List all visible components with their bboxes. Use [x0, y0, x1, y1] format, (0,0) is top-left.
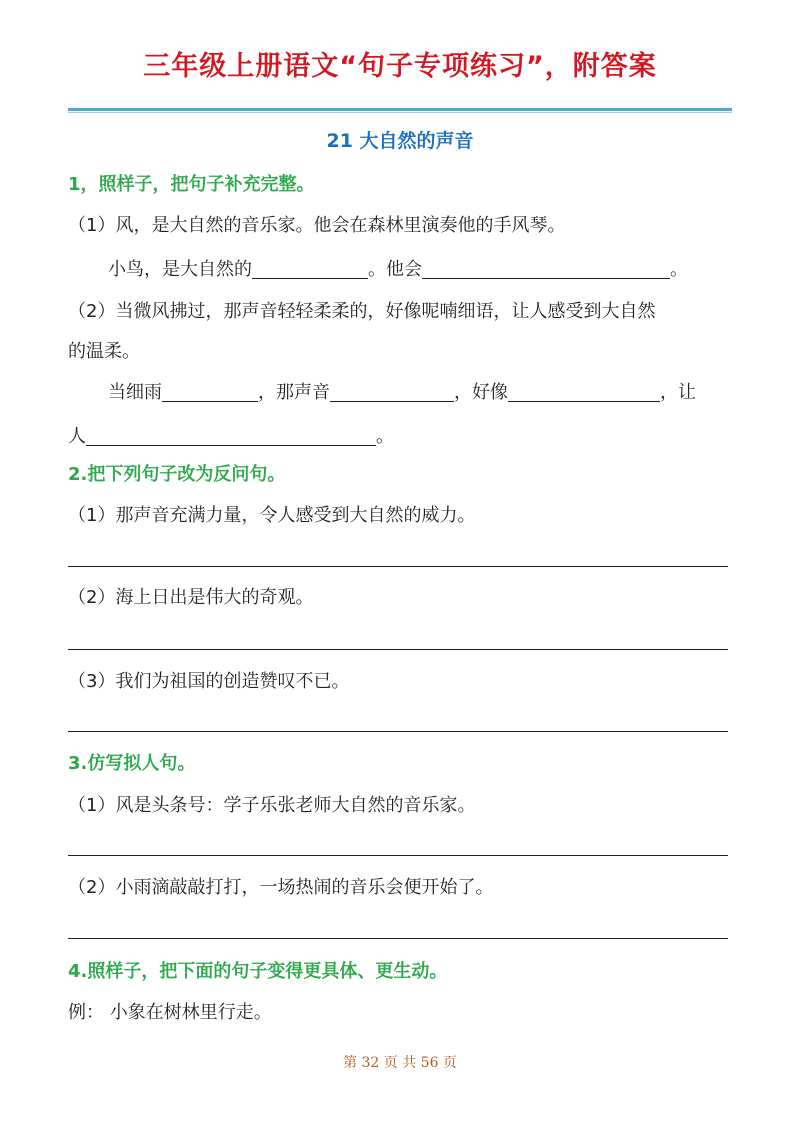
s1-answer-2-text-b: ，那声音 — [258, 382, 330, 403]
fill-blank[interactable] — [508, 381, 660, 402]
s4-example: 例： 小象在树林里行走。 — [68, 1002, 272, 1023]
s1-answer-2-text-c: ，好像 — [454, 382, 508, 403]
s1-answer-1 — [108, 255, 688, 281]
section-1-heading: 1，照样子，把句子补充完整。 — [68, 174, 315, 195]
title-divider-thin — [68, 112, 732, 113]
answer-line[interactable] — [68, 855, 728, 856]
title-divider — [68, 108, 732, 111]
s2-question-1: （1）那声音充满力量，令人感受到大自然的威力。 — [68, 505, 476, 526]
s1-answer-1-text-b: 。他会 — [368, 259, 422, 280]
fill-blank[interactable] — [330, 381, 454, 402]
s1-answer-2 — [108, 378, 696, 404]
s3-question-1: （1）风是头条号：学子乐张老师大自然的音乐家。 — [68, 795, 476, 816]
section-4-heading: 4.照样子，把下面的句子变得更具体、更生动。 — [68, 961, 448, 982]
page-title: 三年级上册语文“句子专项练习”，附答案 — [143, 51, 657, 82]
s1-answer-1-text-c: 。 — [670, 259, 688, 280]
fill-blank[interactable] — [162, 381, 258, 402]
s1-answer-2-text-e: 人 — [68, 426, 86, 447]
s1-answer-2-text-f: 。 — [376, 426, 394, 447]
answer-line[interactable] — [68, 649, 728, 650]
page-number-footer: 第 32 页 共 56 页 — [343, 1055, 457, 1071]
s3-question-2: （2）小雨滴敲敲打打，一场热闹的音乐会便开始了。 — [68, 877, 494, 898]
section-2-heading: 2.把下列句子改为反问句。 — [68, 464, 286, 485]
answer-line[interactable] — [68, 938, 728, 939]
s2-question-3: （3）我们为祖国的创造赞叹不已。 — [68, 671, 350, 692]
answer-line[interactable] — [68, 731, 728, 732]
s1-question-2-line-1: （2）当微风拂过，那声音轻轻柔柔的，好像呢喃细语，让人感受到大自然 — [68, 301, 656, 322]
lesson-title: 21 大自然的声音 — [326, 130, 474, 152]
fill-blank[interactable] — [86, 425, 376, 446]
s1-question-1: （1）风，是大自然的音乐家。他会在森林里演奏他的手风琴。 — [68, 215, 566, 236]
s1-answer-2-text-a: 当细雨 — [108, 382, 162, 403]
s1-answer-2-text-d: ，让 — [660, 382, 696, 403]
s1-answer-1-text-a: 小鸟，是大自然的 — [108, 259, 252, 280]
s2-question-2: （2）海上日出是伟大的奇观。 — [68, 587, 314, 608]
s1-question-2-line-2: 的温柔。 — [68, 341, 140, 362]
s1-answer-2-cont — [68, 422, 394, 448]
answer-line[interactable] — [68, 566, 728, 567]
section-3-heading: 3.仿写拟人句。 — [68, 753, 196, 774]
fill-blank[interactable] — [252, 258, 368, 279]
fill-blank[interactable] — [422, 258, 670, 279]
